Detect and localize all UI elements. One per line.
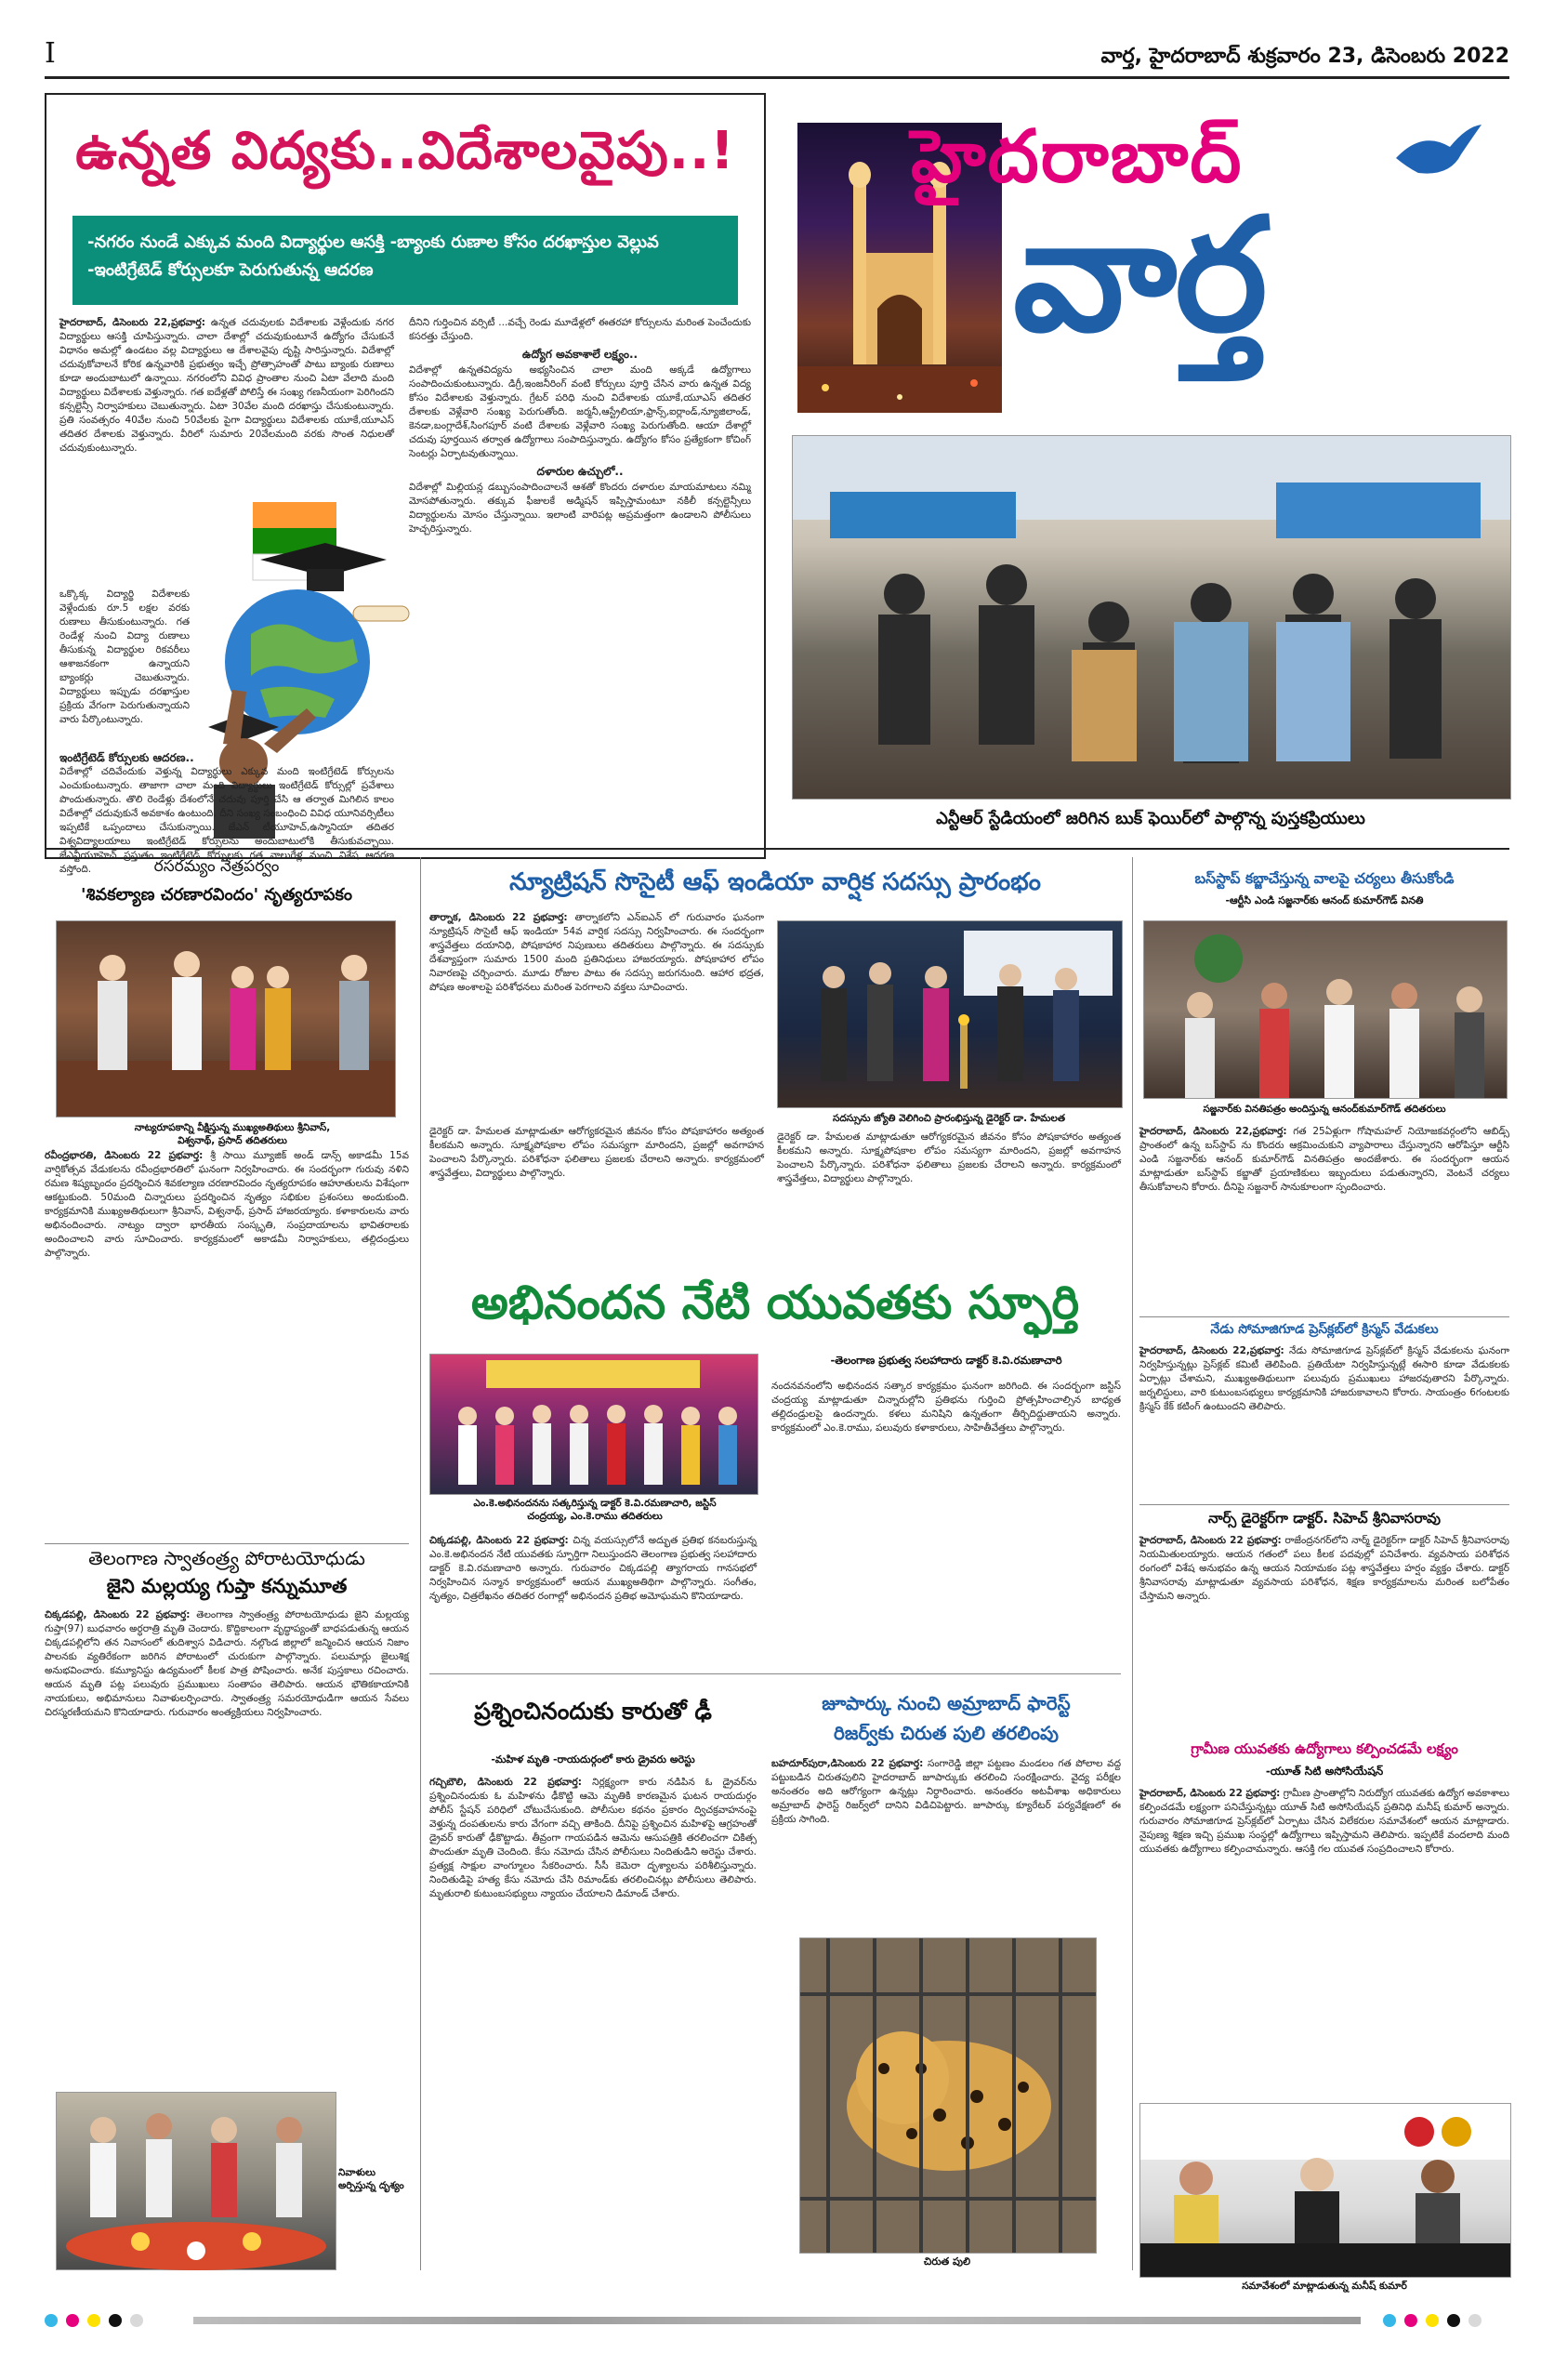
appointment-rule: [1139, 1504, 1509, 1505]
freedom-caption: నివాళులు అర్పిస్తున్న దృశ్యం: [338, 2167, 404, 2191]
col-rule-1: [420, 857, 421, 2270]
swatch-black-r: [1447, 2314, 1460, 2327]
footer-swatches-right: [1383, 2313, 1485, 2331]
felicitation-icon: [430, 1355, 757, 1494]
busstop-headline: బస్‌స్టాప్ కబ్జాచేస్తున్న వాలపై చర్యలు తీసుకోండి: [1194, 870, 1455, 887]
paper-name: వార్త,: [1100, 45, 1142, 68]
busstop-caption: సజ్జనార్‌కు వినతిపత్రం అందిస్తున్న ఆనంద్‌కుమార్‌గౌడ్ తదితరులు: [1203, 1104, 1446, 1115]
highlight-1: -నగరం నుండే ఎక్కువ మంది విద్యార్థుల ఆసక్తి -బ్యాంకు రుణాల కోసం దరఖాస్తుల వెల్లువ: [87, 232, 659, 252]
petition-icon: [1144, 921, 1507, 1098]
freedom-headline-1: తెలంగాణ స్వాతంత్ర్య పోరాటయోధుడు: [88, 1547, 365, 1569]
youth-body-2: [771, 1380, 1121, 1664]
book-fair-photo: [792, 435, 1511, 800]
lead-subhead-3: దళారుల ఉచ్చులో..: [536, 465, 624, 478]
leopard-caption: చిరుత పులి: [923, 2255, 971, 2268]
freedom-rule: [45, 1543, 409, 1544]
rural-jobs-photo: [1139, 2103, 1511, 2278]
nutrition-text-cont: డైరెక్టర్ డా. హేమలత మాట్లాడుతూ ఆరోగ్యకరమైన జీవనం కోసం పోషకాహారం అత్యంత కీలకమని అన్నారు. సూక్ష్మపోషకాల లోపం సమస్యగా మారిందని, ప్రజల్లో అవగాహన పెంచాలని పేర్కొన్నారు. పరిశోధనా ఫలితాలు ప్రజలకు చేరాలని అన్నారు. కార్యక్రమంలో శాస్త్రవేత్తలు, విద్యార్థులు పాల్గొన్నారు.: [429, 1126, 764, 1179]
page-number: I: [45, 37, 56, 70]
logo-brand: వార్త: [1013, 184, 1266, 366]
masthead-rule: [45, 76, 1509, 79]
car-headline: ప్రశ్నించినందుకు కారుతో ఢీ: [474, 1698, 712, 1725]
leopard-headline-1: జూపార్కు నుంచి అమ్రాబాద్ ఫారెస్ట్: [822, 1692, 1071, 1714]
freedom-headline-2: జైని మల్లయ్య గుప్తా కన్నుమూత: [106, 1575, 348, 1597]
car-subhead: -మహిళ మృతి -రాయదుర్గంలో కారు డ్రైవరు అరెస్టు: [491, 1753, 695, 1765]
swatch-grey-r: [1468, 2314, 1482, 2327]
christmas-body: [1139, 1344, 1509, 1501]
appointment-dateline: హైదరాబాద్, డిసెంబరు 22 ప్రభవార్త:: [1139, 1535, 1282, 1546]
busstop-text: గత 25ఏళ్లుగా గోషామహల్ నియోజకవర్గంలోని ఆబిడ్స్ ప్రాంతంలో ఉన్న బస్‌స్టాప్ ను కొందరు ఆక్రమించుకుని వ్యాపారాలు చేస్తున్నారని ఆరోపిస్తూ ఆర్టీసి ఎండి సజ్జనార్‌కు ఆనంద్ కుమార్‌గౌడ్ వినతిపత్రం అందజేశారు. ఈ సందర్భంగా ఆయన మాట్లాడుతూ బస్‌స్టాప్ కబ్జాతో ప్రయాణికులు ఇబ్బందులు పడుతున్నారని, వెంటనే చర్యలు తీసుకోవాలని కోరారు. దీనిపై సజ్జనార్ సానుకూలంగా స్పందించారు.: [1139, 1126, 1509, 1193]
dance-text: శ్రీ సాయి మ్యూజిక్ అండ్ డాన్స్ అకాడమీ 15వ వార్షికోత్సవ వేడుకలను రవీంద్రభారతిలో ఘనంగా నిర్వహించారు. ఈ సందర్భంగా గురువు నళిని రమణ శిష్యబృందం ప్రదర్శించిన శివకల్యాణ చరణారవిందం నృత్యరూపకం ఆహూతులను విశేషంగా ఆకట్టుకుంది. 50మంది చిన్నారులు ప్రదర్శించిన నృత్యం సభికుల ప్రశంసలు అందుకుంది. కార్యక్రమానికి ముఖ్యఅతిథులుగా శ్రీనివాస్, విశ్వనాథ్, ప్రసాద్ హాజరయ్యారు. కళాకారులను వారు అభినందించారు. నాట్యం ద్వారా భారతీయ సంస్కృతి, సంప్రదాయాలను భావితరాలకు అందించాలని వారు సూచించారు. కార్యక్రమంలో అకాడమీ నిర్వాహకులు, తల్లిదండ్రులు పాల్గొన్నారు.: [45, 1150, 409, 1259]
lead-col2-text: ఒక్కొక్క విద్యార్థి విదేశాలకు వెళ్లేందుకు రూ.5 లక్షల వరకు రుణాలు తీసుకుంటున్నారు. గత రెండేళ్ల నుంచి విద్యా రుణాలు తీసుకున్న విద్యార్థుల రికవరీలు ఆశాజనకంగా ఉన్నాయని బ్యాంకర్లు చెబుతున్నారు. విద్యార్థులు ఇప్పుడు దరఖాస్తుల ప్రక్రియ వేగంగా పెరుగుతున్నాయని వారు పేర్కొంటున్నారు.: [59, 588, 190, 725]
dancers-icon: [57, 921, 395, 1117]
nutrition-headline: న్యూట్రిషన్ సొసైటీ ఆఫ్ ఇండియా వార్షిక సదస్సు ప్రారంభం: [509, 868, 1041, 896]
lead-col4-text: విదేశాల్లో ఉన్నతవిద్యను అభ్యసించిన చాలా మంది అక్కడే ఉద్యోగాలు సంపాదించుకుంటున్నారు. డిగ్రీ,ఇంజనీరింగ్ వంటి కోర్సులు పూర్తి చేసిన వారు ఉన్నత విద్య కోసం విదేశాలకు వెళ్తున్నారు. గ్రేటర్ పరిధి నుంచి విదేశాలకు యూకే,యూఎస్ తదితర దేశాలకు వెళ్లేవారి సంఖ్య పెరుగుతోంది. జర్మనీ,ఆస్ట్రేలియా,ఫ్రాన్స్,ఐర్లాండ్,న్యూజిలాండ్, కెనడా,బంగ్లాదేశ్,సింగపూర్ వంటి దేశాలకు వెళ్లేవారి సంఖ్య పెరుగుతోంది. ఆయా దేశాల్లో చదువు పూర్తయిన తర్వాత ఉద్యోగాలు సంపాదిస్తున్నారు. ఉద్యోగం కోసం ప్రత్యేకంగా కోచింగ్ సెంటర్లు ఏర్పాటవుతున్నాయి.: [409, 364, 751, 459]
lead-dateline: హైదరాబాద్, డిసెంబరు 22,ప్రభవార్త:: [59, 317, 205, 328]
christmas-headline: నేడు సోమాజిగూడ ప్రెస్‌క్లబ్‌లో క్రిస్మస్ వేడుకలు: [1210, 1322, 1439, 1337]
nutrition-dateline: తార్నాక, డిసెంబరు 22 ప్రభవార్త:: [429, 912, 568, 923]
nutrition-body-2: [777, 1130, 1121, 1270]
leopard-body: [771, 1757, 1121, 1928]
busstop-photo: [1143, 920, 1508, 1099]
rural-jobs-text: గ్రామీణ ప్రాంతాల్లోని నిరుద్యోగ యువతకు ఉద్యోగ అవకాశాలు కల్పించడమే లక్ష్యంగా పనిచేస్తున్నట్లు యూత్ సిటి అసోసియేషన్ ప్రతినిధి మనీష్ కుమార్ అన్నారు. గురువారం సోమాజిగూడ ప్రెస్‌క్లబ్‌లో ఏర్పాటు చేసిన విలేకరుల సమావేశంలో ఆయన మాట్లాడారు. నైపుణ్య శిక్షణ ఇచ్చి ప్రముఖ సంస్థల్లో ఉద్యోగాలు ఇప్పిస్తామని తెలిపారు. ఇప్పటికే వందలాది మంది యువతకు ఉద్యోగాలు కల్పించామన్నారు. ఆసక్తి గల యువత సంప్రదించాలని కోరారు.: [1139, 1788, 1509, 1855]
car-dateline: గచ్చిబౌలి, డిసెంబరు 22 ప్రభవార్త:: [429, 1777, 582, 1788]
nutrition-photo: [777, 920, 1123, 1108]
youth-body-1: [429, 1534, 757, 1664]
day-name: శుక్రవారం: [1247, 45, 1321, 68]
rural-jobs-caption: సమావేశంలో మాట్లాడుతున్న మనీష్ కుమార్: [1242, 2281, 1407, 2292]
masthead-dateline: [1101, 45, 1510, 73]
swatch-yellow: [87, 2314, 100, 2327]
leopard-cage-icon: [800, 1938, 1096, 2253]
freedom-dateline: చిక్కడపల్లి, డిసెంబరు 22 ప్రభవార్త:: [45, 1609, 191, 1620]
nutrition-text-2: డైరెక్టర్ డా. హేమలత మాట్లాడుతూ ఆరోగ్యకరమైన జీవనం కోసం పోషకాహారం అత్యంత కీలకమని అన్నారు. సూక్ష్మపోషకాల లోపం సమస్యగా మారిందని, ప్రజల్లో అవగాహన పెంచాలని పేర్కొన్నారు. పరిశోధనా ఫలితాలు ప్రజలకు చేరాలని అన్నారు. కార్యక్రమంలో శాస్త్రవేత్తలు, విద్యార్థులు పాల్గొన్నారు.: [777, 1131, 1121, 1184]
rural-jobs-subhead: -యూత్ సిటి అసోసియేషన్: [1265, 1765, 1384, 1778]
youth-subhead: -తెలంగాణ ప్రభుత్వ సలహాదారు డాక్టర్ కె.వి.రమణాచారి: [830, 1354, 1062, 1367]
appointment-headline: నార్స్ డైరెక్టర్‌గా డాక్టర్. సిహెచ్ శ్రీనివాసరావు: [1207, 1510, 1442, 1527]
dance-body: [45, 1149, 409, 1540]
lead-headline: ఉన్నత విద్యకు..విదేశాలవైపు..!: [75, 121, 735, 181]
lead-col3-text: విదేశాల్లో చదివేందుకు వెళ్తున్న విద్యార్థులు ఎక్కువ మంది ఇంటిగ్రేటెడ్ కోర్సులను ఎంచుకుంటున్నారు. తాజాగా చాలా మంది విద్యార్థులు ఇంటిగ్రేటెడ్ కోర్సుల్లో ప్రవేశాలు పొందుతున్నారు. తొలి రెండేళ్లు దేశంలోనే చదువు పూర్తి చేసి ఆ తర్వాత మిగిలిన కాలం విదేశాల్లో చదువుకునే అవకాశం ఉంటుంది. దీని సంఖ్య సంబంధించి వివిధ యూనివర్సిటీలు ఇప్పటికే ఒప్పందాలు చేసుకున్నాయి. జేఎన్ టీయూహెచ్,ఉస్మానియా తదితర విశ్వవిద్యాలయాలు ఇంటిగ్రేటెడ్ కోర్సులను అందుబాటులోకి తీసుకువచ్చాయి. జేఎన్టీయూహెచ్ ప్రస్తుతం ఇంటిగ్రేటెడ్ కోర్సులకు గత నాలుగేళ్ల నుంచి విశేష ఆదరణ వస్తోంది.: [59, 766, 394, 875]
leopard-dateline: బహదూర్‌పురా,డిసెంబరు 22 ప్రభవార్త:: [771, 1758, 924, 1769]
highlight-2: -ఇంటిగ్రేటెడ్ కోర్సులకూ పెరుగుతున్న ఆదరణ: [87, 260, 374, 280]
lead-col4-top: దీనిని గుర్తించిన వర్సిటీ ...వచ్చే రెండు మూడేళ్లలో ఈతరహా కోర్సులను మరింత పెంచేందుకు కసరత్తు చేస్తుంది.: [409, 317, 751, 342]
lead-col-4: [409, 316, 751, 848]
lead-subhead-1: ఇంటిగ్రేటెడ్ కోర్సులకు ఆదరణ..: [59, 751, 194, 764]
youth-text-2: నందనవనంలోని అభినందన సత్కార కార్యక్రమం ఘనంగా జరిగింది. ఈ సందర్భంగా జస్టిస్ చంద్రయ్య మాట్లాడుతూ చిన్నారుల్లోని ప్రతిభను గుర్తించి ప్రోత్సహించాల్సిన బాధ్యత తల్లిదండ్రులపై ఉందన్నారు. కళలు మనిషిని ఉన్నతంగా తీర్చిదిద్దుతాయని అన్నారు. కార్యక్రమంలో ఎం.కె.రాము, పలువురు కళాకారులు, సాహితీవేత్తలు పాల్గొన్నారు.: [771, 1381, 1121, 1434]
car-rule: [429, 1673, 1121, 1674]
col-rule-2: [1132, 857, 1133, 2270]
dance-kicker: రసరమ్యం నేత్రపర్వం: [153, 857, 280, 876]
busstop-dateline: హైదరాబాద్, డిసెంబరు 22,ప్రభవార్త:: [1139, 1126, 1287, 1137]
dance-headline: 'శివకల్యాణ చరణారవిందం' నృత్యరూపకం: [80, 885, 352, 905]
dance-caption: నాట్యరూపకాన్ని వీక్షిస్తున్న ముఖ్యఅతిథులు శ్రీనివాస్, విశ్వనాథ్, ప్రసాద్ తదితరులు: [134, 1122, 331, 1146]
issue-date: 23, డిసెంబరు 2022: [1327, 45, 1509, 68]
footer-registration-bar: [45, 2311, 1509, 2330]
dove-icon: [1394, 121, 1483, 182]
christmas-text: నేడు సోమాజిగూడ ప్రెస్‌క్లబ్‌లో క్రిస్మస్ వేడుకలను ఘనంగా నిర్వహిస్తున్నట్లు ప్రెస్‌క్లబ్ కమిటీ తెలిపింది. ప్రతియేటా నిర్వహిస్తున్నట్లే ఈసారి కూడా వేడుకలకు ఏర్పాట్లు చేశామని, ముఖ్యఅతిథులుగా పలువురు ప్రముఖులు హాజరవుతారని పేర్కొన్నారు. జర్నలిస్టులు, వారి కుటుంబసభ్యులు కార్యక్రమానికి హాజరుకావాలని కోరారు. సాయంత్రం 6గంటలకు క్రిస్మస్ కేక్ కటింగ్ ఉంటుందని తెలిపారు.: [1139, 1345, 1509, 1412]
top-section-rule: [45, 848, 1509, 850]
footer-grey-bar: [193, 2317, 1361, 2324]
dance-dateline: రవీంద్రభారతి, డిసెంబరు 22 ప్రభవార్త:: [45, 1150, 204, 1161]
youth-dateline: చిక్కడపల్లి, డిసెంబరు 22 ప్రభవార్త:: [429, 1535, 569, 1546]
book-fair-caption: ఎన్టీఆర్ స్టేడియంలో జరిగిన బుక్ ఫెయిర్‌లో పాల్గొన్న పుస్తకప్రియులు: [936, 809, 1365, 828]
logo-city: హైదరాబాద్: [911, 115, 1244, 199]
appointment-body: [1139, 1534, 1509, 1735]
appointment-text: రాజేంద్రనగర్‌లోని నార్మ్ డైరెక్టర్‌గా డాక్టర్ సిహెచ్ శ్రీనివాసరావు నియమితులయ్యారు. ఆయన గతంలో పలు కీలక పదవుల్లో పనిచేశారు. వ్యవసాయ పరిశోధన రంగంలో విశేష అనుభవం ఉన్న ఆయన నియామకం పట్ల శాస్త్రవేత్తలు హర్షం వ్యక్తం చేశారు. డాక్టర్ శ్రీనివాసరావు మాట్లాడుతూ వ్యవసాయ పరిశోధన, శిక్షణ కార్యక్రమాలను మరింత బలోపేతం చేస్తామని అన్నారు.: [1139, 1535, 1509, 1602]
car-body: [429, 1776, 757, 2278]
rural-jobs-dateline: హైదరాబాద్, డిసెంబరు 22 ప్రభవార్త:: [1139, 1788, 1281, 1799]
swatch-magenta: [66, 2314, 79, 2327]
christmas-dateline: హైదరాబాద్, డిసెంబరు 22,ప్రభవార్త:: [1139, 1345, 1284, 1356]
nutrition-caption: సదస్సును జ్యోతి వెలిగించి ప్రారంభిస్తున్న డైరెక్టర్ డా. హేమలత: [832, 1113, 1066, 1124]
lamp-lighting-icon: [778, 921, 1122, 1107]
press-meet-icon: [1140, 2104, 1510, 2277]
dance-photo: [56, 920, 396, 1117]
youth-text-1: చిన్న వయస్సులోనే అద్భుత ప్రతిభ కనబరుస్తున్న ఎం.కె.అభినందన నేటి యువతకు స్ఫూర్తిగా నిలుస్తుందని తెలంగాణ ప్రభుత్వ సలహాదారు డాక్టర్ కె.వి.రమణాచారి అన్నారు. గురువారం చిక్కడపల్లి త్యాగరాయ గానసభలో నిర్వహించిన సన్మాన కార్యక్రమంలో ఆయన ముఖ్యఅతిథిగా పాల్గొన్నారు. సంగీతం, నృత్యం, చిత్రలేఖనం తదితర రంగాల్లో అభినందన ప్రతిభ అమోఘమని కొనియాడారు.: [429, 1535, 757, 1602]
leopard-text: సంగారెడ్డి జిల్లా పట్టణం మండలం గత పోలాల వద్ద పట్టుబడిన చిరుతపులిని హైదరాబాద్ జూపార్కుకు తరలించి సంరక్షించారు. వైద్య పరీక్షల అనంతరం అది ఆరోగ్యంగా ఉన్నట్లు నిర్ధారించారు. అనంతరం అటవీశాఖ అధికారులు అమ్రాబాద్ ఫారెస్ట్ రిజర్వ్‌లో దానిని విడిచిపెట్టారు. జూపార్కు క్యూరేటర్ పర్యవేక్షణలో ఈ ప్రక్రియ సాగింది.: [771, 1758, 1121, 1825]
youth-headline: అభినందన నేటి యువతకు స్ఫూర్తి: [470, 1276, 1080, 1329]
lead-subhead-2: ఉద్యోగ అవకాశాలే లక్ష్యం..: [521, 348, 639, 361]
swatch-black: [109, 2314, 122, 2327]
lead-highlights: [72, 216, 738, 305]
tribute-icon: [57, 2093, 336, 2269]
lead-col4-end: విదేశాల్లో మిల్లియన్ల డబ్బుసంపాదించాలనే ఆశతో కొందరు దళారుల మాయమాటలు నమ్మి మోసపోతున్నారు. తక్కువ ఫీజులకే అడ్మిషన్ ఇప్పిస్తామంటూ నకిలీ కన్సల్టెన్సీలు విద్యార్థులను మోసం చేస్తున్నాయి. ఇలాంటి వారిపట్ల అప్రమత్తంగా ఉండాలని పోలీసులు హెచ్చరిస్తున్నారు.: [409, 482, 751, 535]
freedom-body: [45, 1608, 409, 2081]
swatch-grey: [130, 2314, 143, 2327]
rural-jobs-body: [1139, 1787, 1509, 2094]
swatch-magenta-r: [1404, 2314, 1417, 2327]
car-text: నిర్లక్ష్యంగా కారు నడిపిన ఓ డ్రైవర్‌ను ప్రశ్నించినందుకు ఓ మహిళను ఢీకొట్టి ఆమె మృతికి కారణమైన ఘటన రాయదుర్గం పోలీస్ స్టేషన్ పరిధిలో చోటుచేసుకుంది. పోలీసుల కథనం ప్రకారం ద్విచక్రవాహనంపై వెళ్తున్న దంపతులను కారు వేగంగా వచ్చి తాకింది. దీనిపై ప్రశ్నించిన మహిళపై ఆగ్రహంతో డ్రైవర్ కారుతో ఢీకొట్టాడు. తీవ్రంగా గాయపడిన ఆమెను ఆసుపత్రికి తరలించగా చికిత్స పొందుతూ మృతి చెందింది. కేసు నమోదు చేసిన పోలీసులు నిందితుడిని అరెస్టు చేశారు. ప్రత్యక్ష సాక్షుల వాంగ్మూలం సేకరించారు. సీసీ కెమెరా దృశ్యాలను పరిశీలిస్తున్నారు. నిందితుడిపై హత్య కేసు నమోదు చేసి రిమాండ్‌కు తరలించినట్లు పోలీసులు తెలిపారు. మృతురాలి కుటుంబసభ్యులు న్యాయం చేయాలని డిమాండ్ చేశారు.: [429, 1777, 757, 1899]
freedom-text: తెలంగాణ స్వాతంత్ర్య పోరాటయోధుడు జైని మల్లయ్య గుప్తా(97) బుధవారం అర్ధరాత్రి మృతి చెందారు. కొద్దికాలంగా వృద్ధాప్యంతో బాధపడుతున్న ఆయన చిక్కడపల్లిలోని తన నివాసంలో తుదిశ్వాస విడిచారు. నల్గొండ జిల్లాలో జన్మించిన ఆయన నిజాం పాలనకు వ్యతిరేకంగా జరిగిన పోరాటంలో చురుకుగా పాల్గొన్నారు. పలుమార్లు జైలుశిక్ష అనుభవించారు. కమ్యూనిస్టు ఉద్యమంలో కీలక పాత్ర పోషించారు. అనేక పుస్తకాలు రచించారు. ఆయన మృతి పట్ల పలువురు ప్రముఖులు సంతాపం తెలిపారు. ఆయన భౌతికకాయానికి నాయకులు, అభిమానులు నివాళులర్పించారు. స్వాతంత్ర్య సమరయోధుడిగా ఆయన సేవలు చిరస్మరణీయమని కొనియాడారు. గురువారం అంత్యక్రియలు నిర్వహించారు.: [45, 1609, 409, 1718]
christmas-rule: [1139, 1316, 1509, 1317]
leopard-photo: [799, 1937, 1097, 2254]
nutrition-text: తార్నాకలోని ఎన్ఐఎన్ లో గురువారం ఘనంగా న్యూట్రిషన్ సొసైటీ ఆఫ్ ఇండియా 54వ వార్షిక సదస్సు నిర్వహించారు. ఈ సందర్భంగా శాస్త్రవేత్తలు దయానిధి, పోషకాహార నిపుణులు తదితరులు పాల్గొన్నారు. ఈ సదస్సుకు దేశవ్యాప్తంగా సుమారు 1500 మంది ప్రతినిధులు హాజరయ్యారు. పోషకాహార లోపం నివారణపై చర్చించారు. మూడు రోజుల పాటు ఈ సదస్సు జరుగనుంది. ఆహార భద్రత, పోషణ అంశాలపై పరిశోధనలు మరింత పెరగాలని వక్తలు సూచించారు.: [429, 912, 764, 993]
youth-caption: ఎం.కె.అభినందనను సత్కరిస్తున్న డాక్టర్ కె.వి.రమణాచారి, జస్టిస్ చంద్రయ్య, ఎం.కె.రాము తదితరులు: [473, 1498, 717, 1522]
swatch-yellow-r: [1426, 2314, 1439, 2327]
nutrition-body-cont: [429, 1125, 764, 1270]
busstop-subhead: -ఆర్టీసి ఎండి సజ్జనార్‌కు ఆనంద్ కుమార్‌గౌడ్ వినతి: [1225, 894, 1424, 906]
nutrition-body: [429, 911, 764, 1121]
rural-jobs-headline: గ్రామీణ యువతకు ఉద్యోగాలు కల్పించడమే లక్ష్యం: [1191, 1740, 1458, 1757]
city-name: హైదరాబాద్: [1149, 45, 1241, 68]
footer-swatches-left: [45, 2313, 147, 2331]
lead-col1-text: ఉన్నత చదువులకు విదేశాలకు వెళ్లేందుకు నగర విద్యార్థులు ఆసక్తి చూపిస్తున్నారు. చాలా దేశాల్లో చదువుకుంటూనే ఉద్యోగం చేసుకునే విధానం అమల్లో ఉండటం వల్ల విద్యార్థులు ఆ దేశాలవైపు దృష్టి సారిస్తున్నారు. విదేశాల్లో చదువుకోవాలనే కోరిక ఉన్నవారికి ప్రభుత్వం ఇచ్చే ప్రోత్సాహంతో పాటు బ్యాంకు రుణాలు కూడా అందుబాటులో ఉన్నాయి. నగరంలోని వివిధ ప్రాంతాల నుంచి ఏటా వేలాది మంది విద్యార్థులు విదేశాలకు వెళ్తున్నారు. గత ఐదేళ్లతో పోలిస్తే ఈ సంఖ్య గణనీయంగా పెరిగిందని కన్సల్టెన్సీ నిర్వాహకులు చెబుతున్నారు. ఏటా 30వేల మంది దరఖాస్తు చేసుకుంటున్నారు. ప్రతి సంవత్సరం 40వేల నుంచి 50వేలకు పైగా విద్యార్థులు విదేశాలకు యూకే,యూఎస్ తదితర దేశాలకు వెళ్తున్నారు. వీరిలో సుమారు 20వేలమంది వరకు సొంత నిధులతో చదువుకుంటున్నారు.: [59, 317, 395, 454]
busstop-body: [1139, 1125, 1509, 1311]
youth-photo: [429, 1354, 758, 1495]
swatch-cyan-r: [1383, 2314, 1396, 2327]
leopard-headline-2: రిజర్వ్‌కు చిరుత పులి తరలింపు: [833, 1722, 1060, 1744]
freedom-photo: [56, 2092, 336, 2270]
lead-col-2: [59, 588, 190, 751]
crowd-icon: [793, 436, 1510, 799]
swatch-cyan: [45, 2314, 58, 2327]
